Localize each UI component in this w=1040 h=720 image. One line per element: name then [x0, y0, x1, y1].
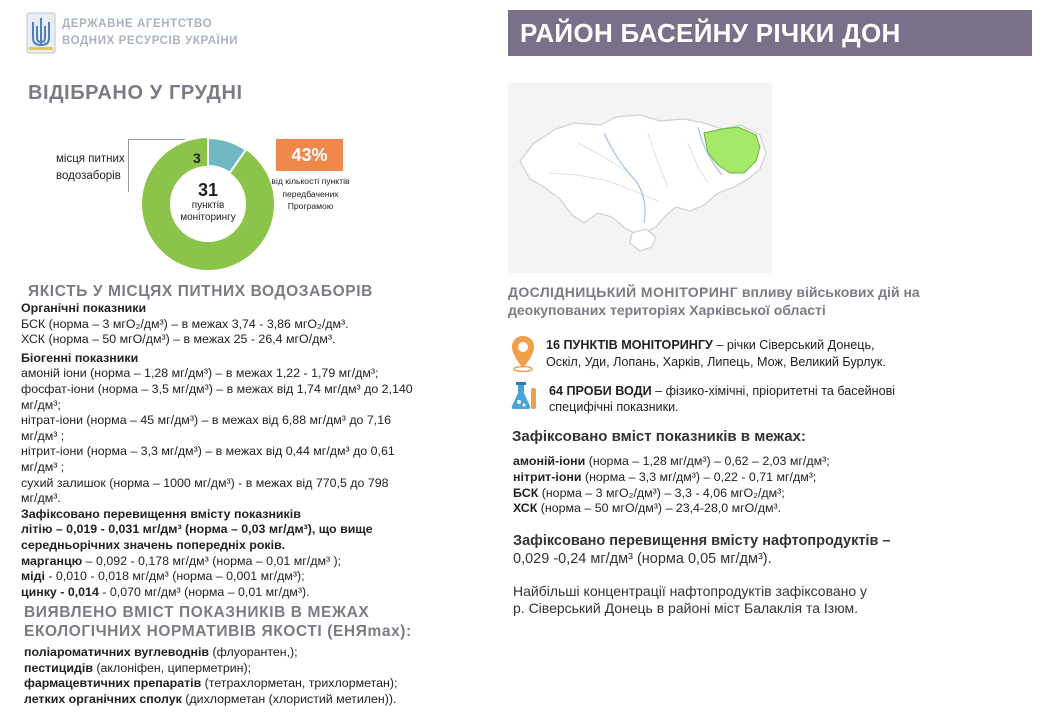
- list-item: пестицидів (аклоніфен, циперметрин);: [24, 660, 252, 675]
- page-title: РАЙОН БАСЕЙНУ РІЧКИ ДОН: [508, 10, 1032, 56]
- percent-badge: 43%: [276, 139, 343, 171]
- quality-heading: ЯКІСТЬ У МІСЦЯХ ПИТНИХ ВОДОЗАБОРІВ: [28, 283, 373, 300]
- callout-label: місця питних водозаборів: [56, 153, 125, 182]
- percent-note: від кількості пунктів передбачених Програмою: [271, 176, 350, 211]
- water-samples: 64 ПРОБИ ВОДИ – фізико-хімічні, пріоритетні та басейнові специфічні показники.: [549, 384, 896, 414]
- selection-heading: ВІДІБРАНО У ГРУДНІ: [28, 82, 243, 104]
- concentration-note: Найбільші концентрації нафтопродуктів зафіксовано у р. Сіверський Донець в районі міст Балаклія та Ізюм.: [513, 583, 868, 616]
- monitoring-points: 16 ПУНКТІВ МОНІТОРИНГУ – річки Сіверський Донець, Оскіл, Уди, Лопань, Харків, Липець, Мож, Великий Бурлук.: [546, 338, 886, 369]
- exceed-title: Зафіксовано перевищення вмісту показників: [21, 506, 301, 521]
- list-item: нітрит-іони (норма – 3,3 мг/дм³) – 0,22 - 0,71 мг/дм³;: [513, 469, 817, 484]
- lab-flask-icon: [509, 380, 541, 412]
- list-item: поліароматичних вуглеводнів (флуорантен,);: [24, 645, 298, 659]
- list-item: БСК (норма – 3 мгО₂/дм³) – 3,3 - 4,06 мгО₂/дм³;: [513, 485, 785, 500]
- slice-value: 3: [193, 150, 201, 166]
- list-item: ХСК (норма – 50 мгО/дм³) – 23,4-28,0 мгО/дм³.: [513, 501, 782, 516]
- biogenic-title: Біогенні показники: [21, 350, 139, 365]
- list-item: фармацевтичних препаратів (тетрахлорметан, трихлорметан);: [24, 676, 398, 691]
- trident-emblem-icon: [26, 12, 56, 54]
- list-item: летких органічних сполук (дихлорметан (хлористий метилен)).: [24, 691, 397, 706]
- organic-title: Органічні показники: [21, 301, 147, 315]
- agency-name: ДЕРЖАВНЕ АГЕНТСТВО ВОДНИХ РЕСУРСІВ УКРАЇНИ: [62, 18, 239, 47]
- quality-block: Органічні показники БСК (норма – 3 мгО₂/дм³) – в межах 3,74 - 3,86 мгО₂/дм³. ХСК (норма – 50 мгО/дм³) – в межах 25 - 26,4 мгО/дм³. Біогенні показники амоній іони (норма – 1,28 мг/дм³) – в межах 1,22 - 1,79 мг/дм³; фосфат-іони (норма – 3,5 мг/дм³) – в межах від 1,74 мг/дм³ до 2,140 мг/дм³; нітрат-іони (норма – 45 мг/дм³) – в межах від 6,88 мг/дм³ до 7,16 мг/дм³ ; нітрит-іони (норма – 3,3 мг/дм³) – в межах від 0,44 мг/дм³ до 0,61 мг/дм³ ; сухий залишок (норма – 1000 мг/дм³) - в межах від 770,5 до 798 мг/дм³. Зафіксовано перевищення вмісту показників літію – 0,019 - 0,031 мг/дм³ (норма – 0,03 мг/дм³), що вище середньорічних значень попередніх років. марганцю – 0,092 - 0,178 мг/дм³ (норма – 0,01 мг/дм³ ); міді - 0,010 - 0,018 мг/дм³ (норма – 0,001 мг/дм³); цинку - 0,014 - 0,070 мг/дм³ (норма – 0,01 мг/дм³).: [21, 301, 481, 600]
- within-heading: Зафіксовано вміст показників в межах:: [512, 428, 806, 445]
- donut-total: 31: [197, 180, 219, 200]
- norms-heading: ВИЯВЛЕНО ВМІСТ ПОКАЗНИКІВ В МЕЖАХ ЕКОЛОГІЧНИХ НОРМАТИВІВ ЯКОСТІ (ЕНЯmax):: [24, 604, 412, 640]
- donut-center: 31 пунктів моніторингу: [168, 180, 248, 224]
- within-list: [513, 454, 830, 517]
- ukraine-map-icon: [508, 83, 772, 273]
- list-item: амоній-іони (норма – 1,28 мг/дм³) – 0,62 – 2,03 мг/дм³;: [513, 454, 830, 468]
- map-pin-icon: [509, 334, 537, 372]
- research-heading: ДОСЛІДНИЦЬКИЙ МОНІТОРИНГ впливу військових дій на деокупованих територіях Харківської області: [508, 284, 920, 318]
- norms-list: [24, 645, 397, 707]
- oil-block: Зафіксовано перевищення вмісту нафтопродуктів – 0,029 -0,24 мг/дм³ (норма 0,05 мг/дм³).: [513, 533, 891, 567]
